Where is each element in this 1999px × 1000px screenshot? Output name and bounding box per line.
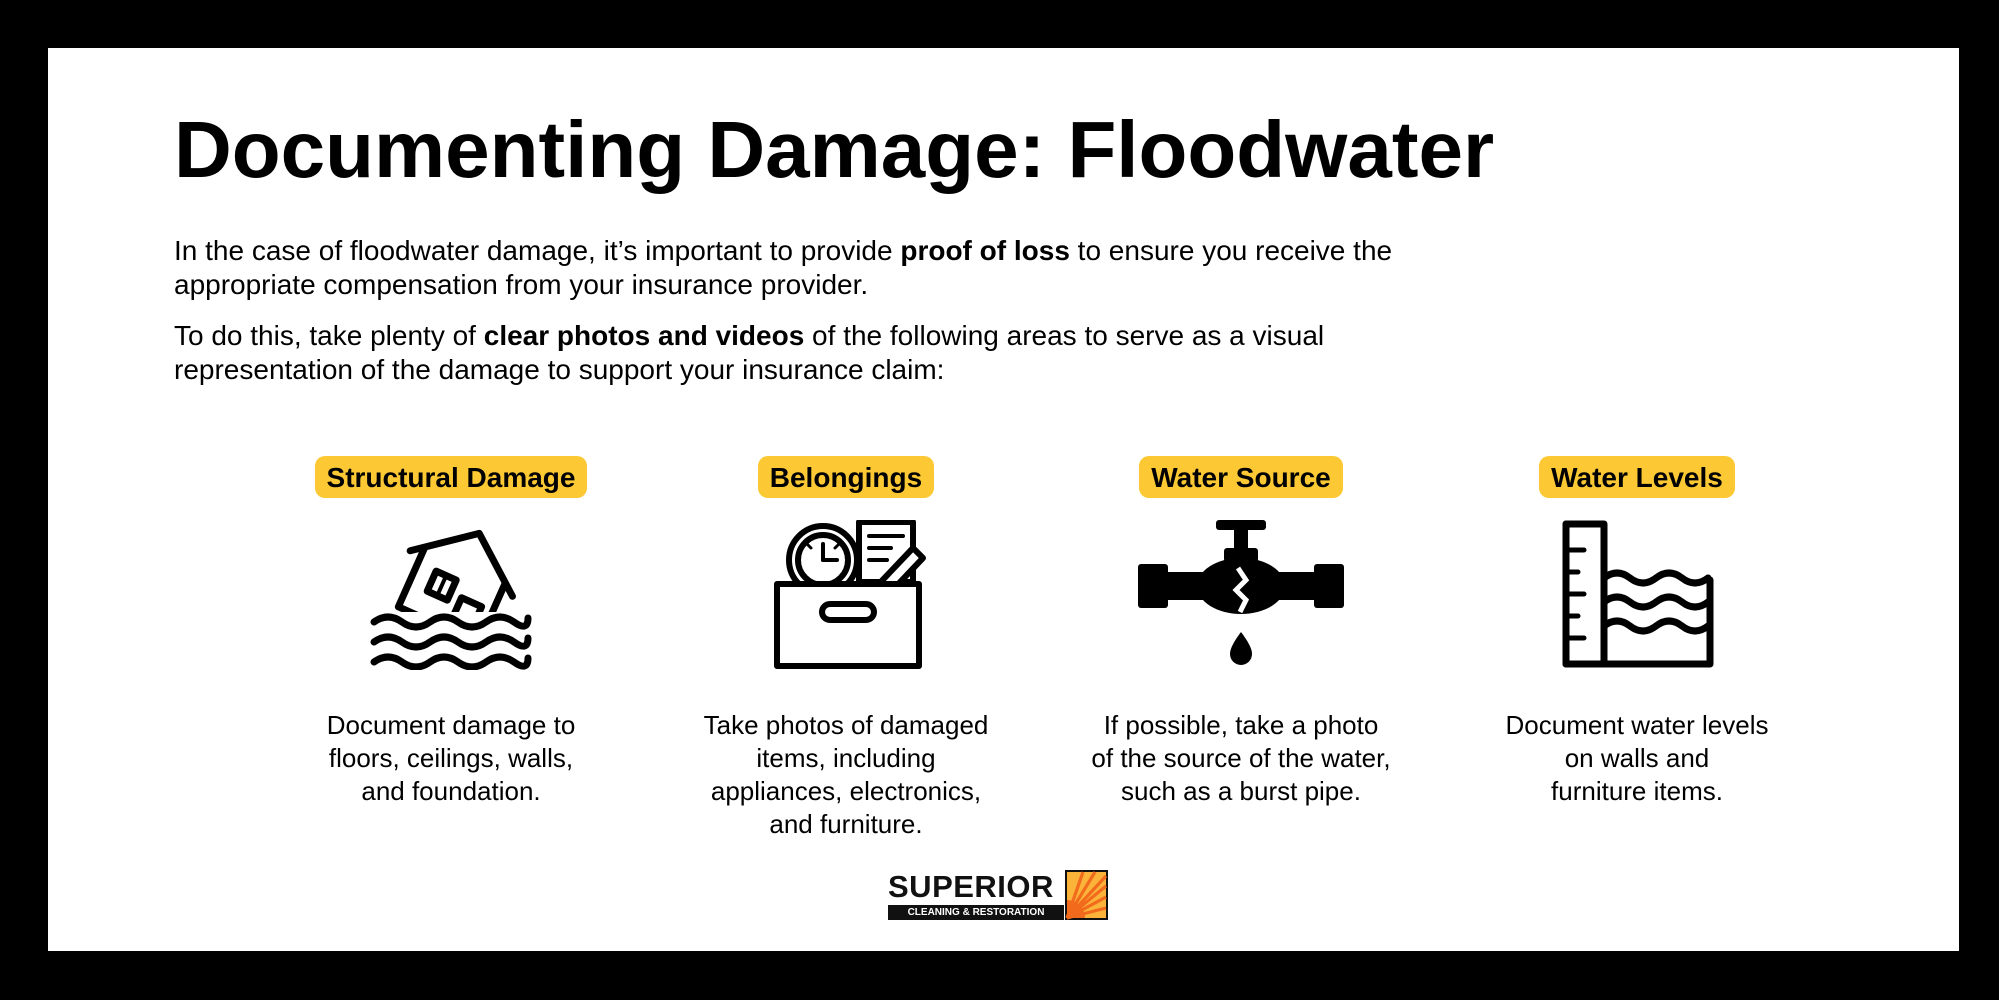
description-line: of the source of the water, (1091, 743, 1391, 773)
description-line: items, including (756, 743, 936, 773)
category-badge: Water Levels (1539, 456, 1735, 498)
description-line: Take photos of damaged (703, 710, 989, 740)
burst-pipe-icon (1136, 520, 1346, 670)
description-line: such as a burst pipe. (1121, 776, 1361, 806)
intro-p1-text-end: to ensure you receive the appropriate compensation from your insurance provider. (174, 235, 1393, 300)
category-description (1043, 709, 1439, 808)
category-water-source (1043, 456, 1439, 808)
water-level-gauge-icon (1532, 520, 1742, 670)
flooded-house-icon (346, 520, 556, 670)
intro-paragraph-2 (174, 319, 1474, 387)
category-badge: Belongings (758, 456, 934, 498)
description-line: on walls and (1564, 743, 1710, 773)
description-line: floors, ceilings, walls, (328, 743, 574, 773)
belongings-box-icon (741, 520, 951, 670)
description-line: Document damage to (326, 710, 576, 740)
page-title: Documenting Damage: Floodwater (174, 105, 1495, 194)
infographic-card (48, 48, 1959, 951)
description-line: Document water levels (1505, 710, 1769, 740)
category-belongings (648, 456, 1044, 841)
description-line: If possible, take a photo (1103, 710, 1379, 740)
category-description (1439, 709, 1835, 808)
category-badge: Water Source (1139, 456, 1342, 498)
description-line: appliances, electronics, (710, 776, 982, 806)
logo-wordmark: SUPERIOR (888, 869, 1054, 904)
category-water-levels (1439, 456, 1835, 808)
logo-tagline: CLEANING & RESTORATION (888, 905, 1064, 920)
superior-logo (888, 870, 1108, 920)
category-structural-damage (253, 456, 649, 808)
intro-p2-text-end: of the following areas to serve as a visual representation of the damage to support your insurance claim: (174, 320, 1325, 385)
intro-p1-text-start: In the case of floodwater damage, it’s important to provide (174, 235, 901, 266)
description-line: and furniture. (769, 809, 923, 839)
category-description (253, 709, 649, 808)
intro-paragraph-1 (174, 234, 1474, 302)
intro-p2-emphasis: clear photos and videos (483, 320, 805, 351)
category-badge: Structural Damage (315, 456, 588, 498)
intro-p2-text-start: To do this, take plenty of (174, 320, 484, 351)
intro-p1-emphasis: proof of loss (900, 235, 1070, 266)
sunburst-logo-icon (1065, 870, 1108, 920)
category-description (648, 709, 1044, 841)
description-line: and foundation. (361, 776, 541, 806)
description-line: furniture items. (1551, 776, 1723, 806)
